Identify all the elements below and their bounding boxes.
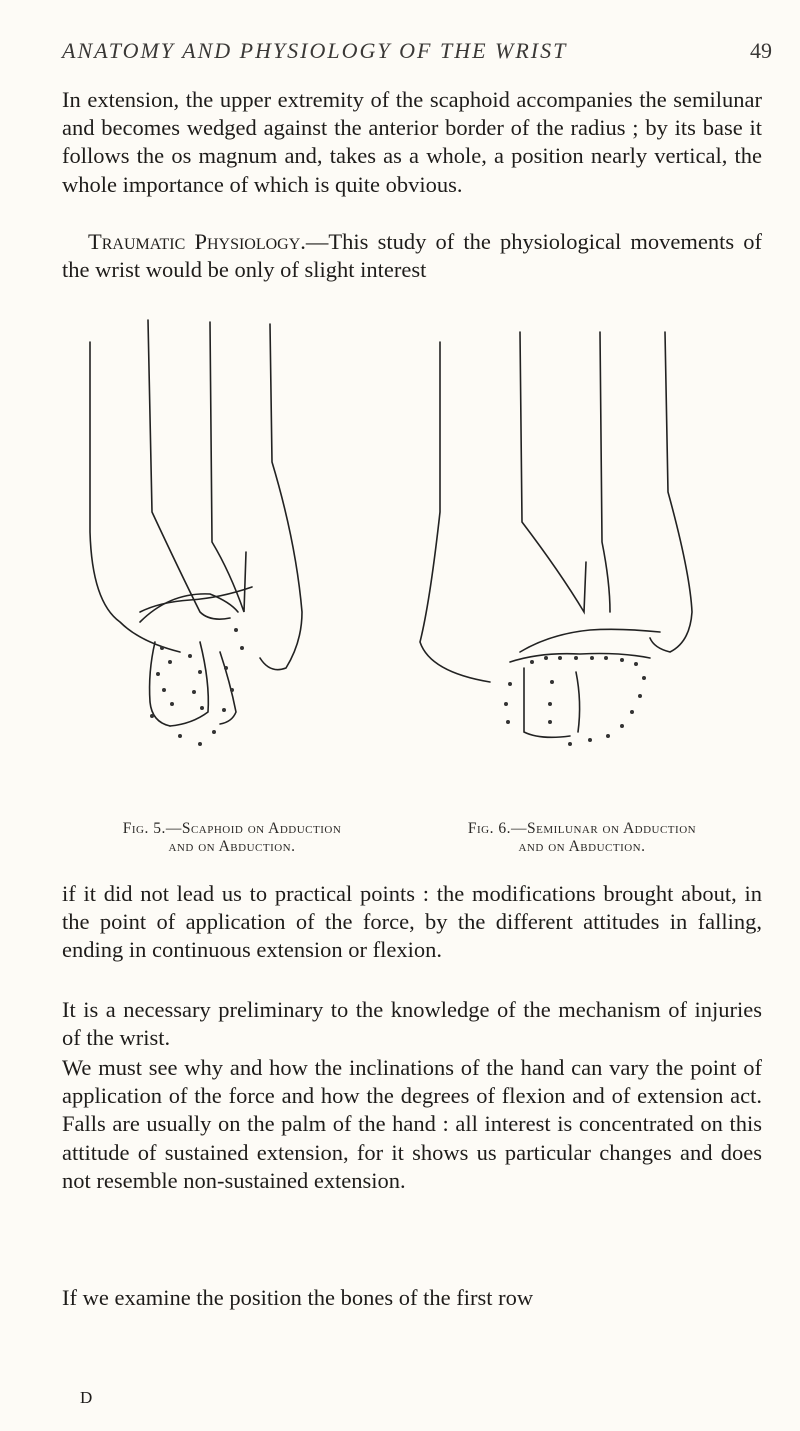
fig6-radius-outline: [420, 342, 490, 682]
figure-5-scaphoid-illustration: [60, 312, 400, 802]
section-heading: Traumatic Physiology.: [88, 229, 306, 254]
figure-6-caption-line2: and on Abduction.: [518, 838, 646, 855]
section-intro-text: —This study of the physiological movements of the wrist would be only of slight interest: [62, 229, 762, 283]
figure-5-caption-line2: and on Abduction.: [168, 838, 296, 855]
paragraph-traumatic-physiology: [62, 228, 762, 284]
fig6-ulna-outline: [650, 332, 692, 652]
running-title: ANATOMY AND PHYSIOLOGY OF THE WRIST: [62, 38, 568, 63]
paragraph-preliminary: It is a necessary preliminary to the knowledge of the mechanism of injuries of the wrist.: [62, 997, 762, 1051]
figure-6-semilunar-illustration: [400, 312, 740, 802]
paragraph-practical-points: if it did not lead us to practical points : the modifications brought about, in the point of application of the force, by the different attitudes in falling, ending in continuous extension or flexion.: [62, 881, 762, 963]
fig5-radius-outline: [90, 342, 180, 652]
signature-mark: D: [80, 1388, 93, 1407]
running-header: [62, 38, 772, 64]
fig6-radius-inner: [520, 332, 586, 612]
fig6-ulna-line: [600, 332, 610, 612]
page-number: 49: [750, 38, 772, 63]
fig5-ulna-line: [210, 322, 246, 612]
figure-5-caption-line1: Fig. 5.—Scaphoid on Adduction: [122, 820, 342, 837]
fig5-radius-inner: [148, 320, 230, 619]
figure-6-caption-line1: Fig. 6.—Semilunar on Adduction: [467, 820, 697, 837]
paragraph-extension: In extension, the upper extremity of the scaphoid accompanies the semilunar and becomes wedged against the anterior border of the radius ; by its base it follows the os magnum and, takes as a whole, a position nearly vertical, the whole importance of which is quite obvious.: [62, 87, 762, 197]
paragraph-first-row: If we examine the position the bones of the first row: [62, 1285, 534, 1310]
fig5-ulna-outline: [260, 324, 302, 670]
paragraph-inclinations: We must see why and how the inclinations of the hand can vary the point of application of the force and how the degrees of flexion and of extension act. Falls are usually on the palm of the hand : all interest is concentrated on this attitude of sustained extension, for it shows us particular changes and does not resemble non-sustained extension.: [62, 1055, 762, 1193]
figure-5-caption: [62, 820, 402, 856]
figure-6-caption: [412, 820, 752, 856]
